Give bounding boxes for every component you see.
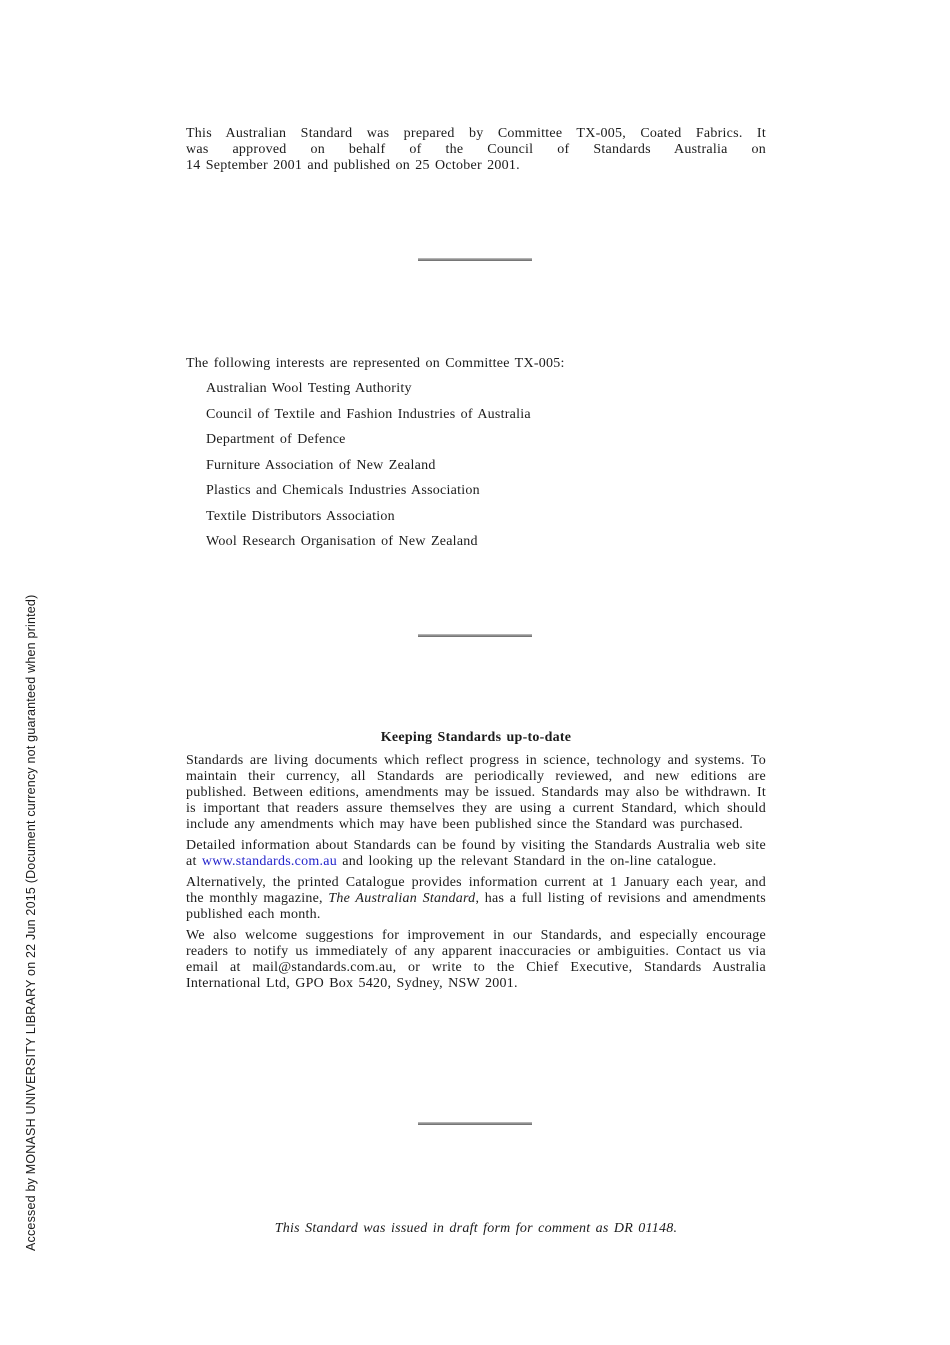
committee-interests-section <box>186 356 766 560</box>
preparation-statement-line: was approved on behalf of the Council of Standards Australia on <box>186 142 766 157</box>
keeping-standards-heading: Keeping Standards up-to-date <box>380 730 572 745</box>
section-divider <box>418 634 532 637</box>
printed-catalogue-paragraph <box>186 875 766 923</box>
magazine-title: The Australian Standard <box>328 891 476 906</box>
committee-interests-heading: The following interests are represented on Committee TX-005: <box>186 356 565 371</box>
preparation-statement-line: This Australian Standard was prepared by Committee TX-005, Coated Fabrics. It <box>186 126 766 141</box>
committee-member: Council of Textile and Fashion Industries of Australia <box>206 406 531 422</box>
detailed-information-text: and looking up the relevant Standard in the on-line catalogue. <box>336 854 717 869</box>
detailed-information-paragraph <box>186 838 766 870</box>
standards-website-link[interactable]: www.standards.com.au <box>201 854 337 869</box>
committee-member: Australian Wool Testing Authority <box>206 381 412 396</box>
suggestions-paragraph <box>186 928 766 992</box>
living-documents-paragraph <box>186 753 766 833</box>
library-access-note: Accessed by MONASH UNIVERSITY LIBRARY on 22 Jun 2015 (Document currency not guaranteed when printed) <box>24 594 38 1251</box>
printed-catalogue-text: , has a full listing of revisions and amendments published each month. <box>186 891 766 922</box>
committee-member: Department of Defence <box>206 432 346 447</box>
suggestions-text: We also welcome suggestions for improvement in our Standards, and especially encourage readers to notify us immediately of any apparent inaccuracies or ambiguities. Contact us via email at mail@standards.com.au, or write to the Chief Executive, Standards Australia International Ltd, GPO Box 5420, Sydney, NSW 2001. <box>186 928 766 991</box>
draft-comment-note: This Standard was issued in draft form for comment as DR 01148. <box>274 1221 678 1236</box>
printed-catalogue-text: Alternatively, the printed Catalogue provides information current at 1 January each year, and the monthly magazine, <box>186 875 766 906</box>
preparation-statement <box>186 126 766 174</box>
detailed-information-text: Detailed information about Standards can be found by visiting the Standards Australia web site at <box>186 838 766 869</box>
preparation-statement-line: 14 September 2001 and published on 25 October 2001. <box>186 158 520 173</box>
committee-member-list <box>186 381 766 550</box>
committee-member: Textile Distributors Association <box>206 508 395 524</box>
committee-member: Wool Research Organisation of New Zealand <box>206 534 478 549</box>
keeping-standards-section <box>186 730 766 997</box>
section-divider <box>418 1122 532 1125</box>
committee-member: Furniture Association of New Zealand <box>206 457 436 473</box>
living-documents-text: Standards are living documents which reflect progress in science, technology and systems. To maintain their currency, all Standards are periodically reviewed, and new editions are published. Between editions, amendments may be issued. Standards may also be withdrawn. It is important that readers assure themselves they are using a current Standard, which should include any amendments which may have been published since the Standard was purchased. <box>186 753 766 832</box>
committee-member: Plastics and Chemicals Industries Association <box>206 483 480 498</box>
section-divider <box>418 258 532 261</box>
